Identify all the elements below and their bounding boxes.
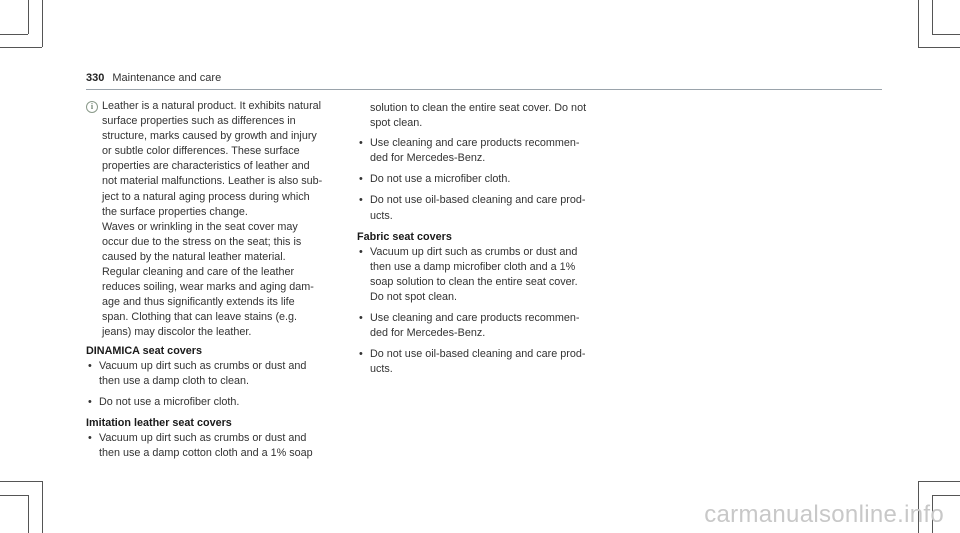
crop-mark [932,34,960,35]
info-note [86,99,336,341]
list-item [86,359,336,389]
list-item-line: Use cleaning and care products recommen- [370,312,580,325]
crop-mark [0,495,28,496]
crop-mark [28,495,29,533]
list-item [357,172,607,187]
note-line: jeans) may discolor the leather. [102,326,252,339]
list-item [86,431,336,461]
note-line: surface properties such as differences in [102,115,296,128]
fabric-heading: Fabric seat covers [357,230,452,243]
list-item [357,136,607,166]
dinamica-heading: DINAMICA seat covers [86,344,203,357]
list-item-line: Vacuum up dirt such as crumbs or dust and [99,359,307,372]
list-item [86,395,336,410]
crop-mark [932,495,960,496]
crop-mark [42,0,43,47]
note-line: age and thus significantly extends its life [102,296,295,309]
crop-mark [932,0,933,34]
list-item-line: ded for Mercedes-Benz. [370,152,486,165]
page-number: 330 [86,72,105,84]
right-column [357,101,607,384]
list-item-line: Do not use oil-based cleaning and care prod- [370,348,586,361]
note-line: Waves or wrinkling in the seat cover may [102,220,298,233]
bullet-icon: • [88,359,92,372]
note-text [102,99,336,341]
list-item-line: ded for Mercedes-Benz. [370,327,486,340]
note-line: reduces soiling, wear marks and aging dam- [102,281,314,294]
note-line: the surface properties change. [102,205,248,218]
crop-mark [0,34,28,35]
note-line: not material malfunctions. Leather is also sub- [102,175,323,188]
bullet-icon: • [359,137,363,150]
list-item-line: solution to clean the entire seat cover. Do not [370,102,587,114]
list-item-line: ucts. [370,209,393,222]
list-item-line: then use a damp cloth to clean. [99,374,250,387]
note-line: ject to a natural aging process during which [102,190,310,203]
crop-mark [918,47,960,48]
note-line: or subtle color differences. These surface [102,145,300,158]
list-item-line: soap solution to clean the entire seat cover. [370,275,578,288]
info-icon: i [86,101,98,113]
bullet-icon: • [359,348,363,361]
list-item-line: Do not spot clean. [370,291,458,304]
imitation-heading: Imitation leather seat covers [86,416,232,429]
list-item-line: Use cleaning and care products recommen- [370,137,580,150]
bullet-icon: • [88,395,92,408]
bullet-icon: • [359,312,363,325]
list-item-line: Do not use a microfiber cloth. [370,173,511,186]
list-item-line: spot clean. [370,117,423,130]
list-item [357,193,607,223]
list-item [357,245,607,305]
bullet-icon: • [359,194,363,207]
left-column [86,99,336,467]
list-item [357,311,607,341]
note-line: span. Clothing that can leave stains (e.g. [102,311,298,324]
crop-mark [918,0,919,47]
watermark: carmanualsonline.info [704,501,944,528]
list-item-line: then use a damp microfiber cloth and a 1% [370,260,576,273]
crop-mark [42,481,43,533]
crop-mark [28,0,29,34]
bullet-icon: • [88,431,92,444]
note-line: occur due to the stress on the seat; this is [102,235,302,248]
crop-mark [0,481,42,482]
note-line: properties are characteristics of leather and [102,160,310,173]
list-item-line: ucts. [370,363,393,376]
note-line: caused by the natural leather material. [102,250,286,263]
section-title: Maintenance and care [112,72,222,84]
list-item-line: Vacuum up dirt such as crumbs or dust and [99,431,307,444]
bullet-icon: • [359,245,363,258]
note-line: structure, marks caused by growth and injury [102,130,317,143]
header-divider [86,89,882,90]
crop-mark [918,481,960,482]
page-header [86,72,221,84]
note-line: Leather is a natural product. It exhibits natural [102,100,322,112]
list-item-line: Vacuum up dirt such as crumbs or dust and [370,245,578,258]
list-item [357,347,607,377]
crop-mark [0,47,42,48]
note-line: Regular cleaning and care of the leather [102,266,295,279]
list-item-line: then use a damp cotton cloth and a 1% soap [99,447,313,460]
list-item-continuation [357,101,607,131]
bullet-icon: • [359,173,363,186]
list-item-line: Do not use a microfiber cloth. [99,395,240,408]
list-item-line: Do not use oil-based cleaning and care prod- [370,194,586,207]
